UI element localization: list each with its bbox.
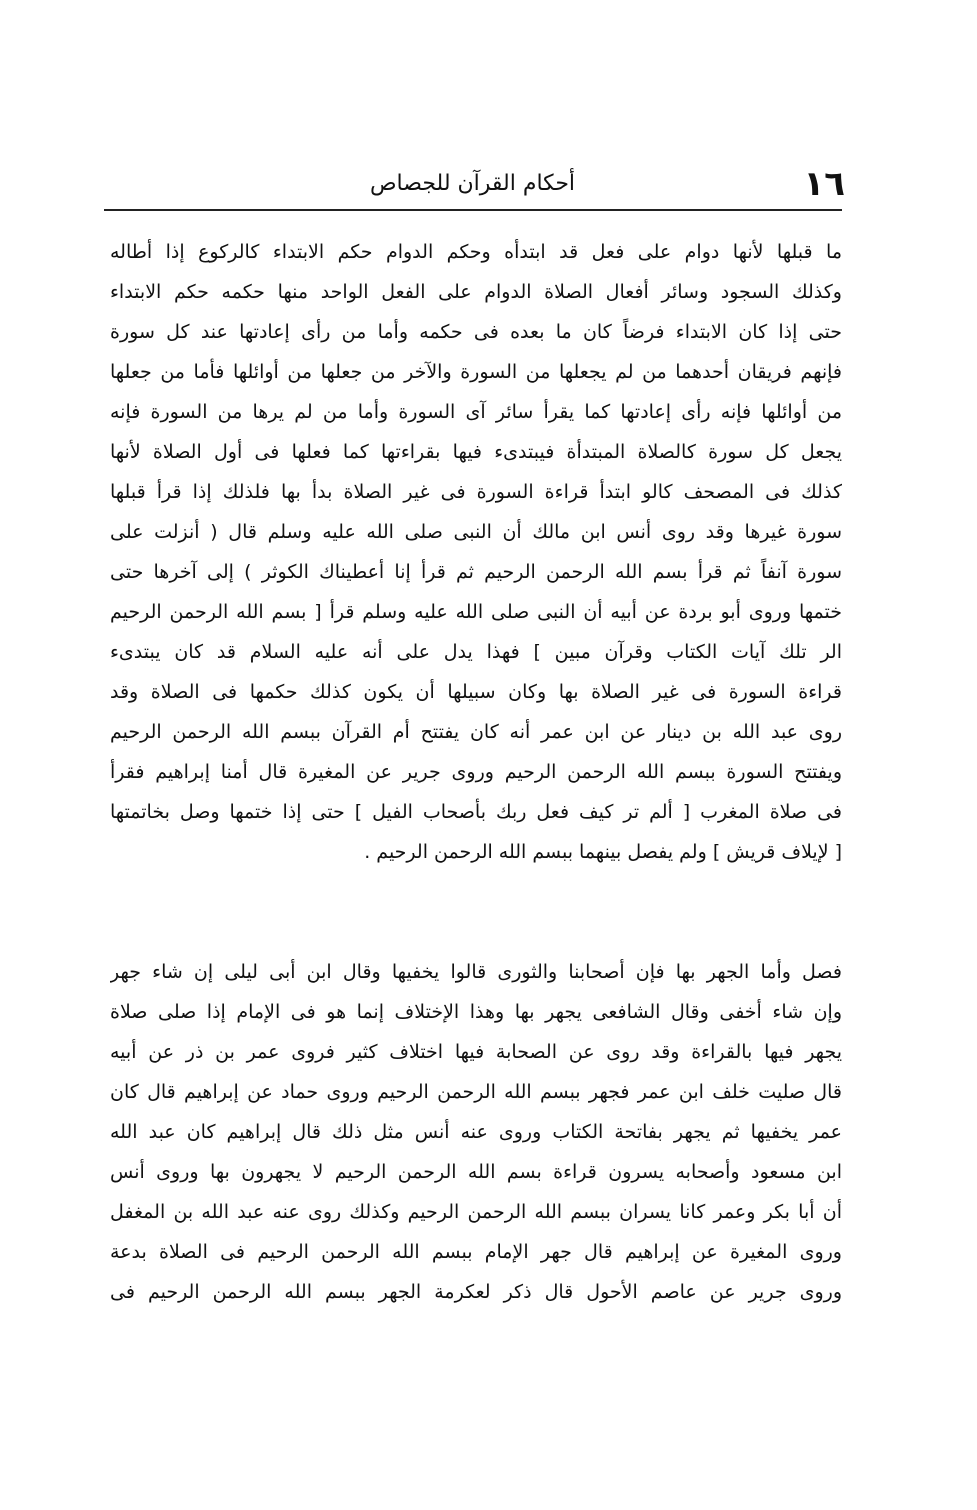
- text-line: كذلك فى المصحف كالو ابتدأ قراءة السورة فى غير الصلاة بدأ بها فلذلك إذا قرأ قبلها: [110, 481, 842, 503]
- text-line: ما قبلها لأنها دوام على فعل قد ابتدأه وحكم الدوام حكم الابتداء كالركوع إذا أطاله: [110, 241, 842, 263]
- text-line: أن أبا بكر وعمر كانا يسران ببسم الله الرحمن الرحيم وكذلك روى عنه عبد الله بن المغفل: [110, 1201, 842, 1223]
- text-line: يجعل كل سورة كالصلاة المبتدأة فيبتدىء فيها بقراءتها كما فعلها فى أول الصلاة لأنها: [110, 441, 842, 463]
- text-line: يجهر فيها بالقراءة وقد روى عن الصحابة فيها اختلاف كثير فروى عمر بن ذر عن أبيه: [110, 1041, 842, 1063]
- text-line: قراءة السورة فى غير الصلاة بها وكان سبيلها أن يكون كذلك حكمها فى الصلاة وقد: [110, 681, 842, 703]
- text-line: روى عبد الله بن دينار عن ابن عمر أنه كان يفتتح أم القرآن ببسم الله الرحمن الرحيم: [110, 721, 842, 743]
- text-line: وكذلك السجود وسائر أفعال الصلاة الدوام على الفعل الواحد منها حكمه حكم الابتداء: [110, 281, 842, 303]
- text-line: وروى جرير عن عاصم الأحول قال ذكر لعكرمة الجهر ببسم الله الرحمن الرحيم فى: [110, 1281, 842, 1303]
- text-line: قال صليت خلف ابن عمر فجهر ببسم الله الرحمن الرحيم وروى حماد عن إبراهيم قال كان: [110, 1081, 842, 1103]
- running-title: أحكام القرآن للجصاص: [369, 171, 576, 196]
- page-number: ١٦: [803, 164, 845, 204]
- text-line: عمر يخفيها ثم يجهر بفاتحة الكتاب وروى عنه أنس مثل ذلك قال إبراهيم كان عبد الله: [110, 1121, 842, 1143]
- paragraph-1: [110, 232, 842, 872]
- text-line: من أوائلها فإنه رأى إعادتها كما يقرأ سائر آى السورة وأما من لم يرها من السورة فإنه: [110, 401, 842, 423]
- text-line: [ لإيلاف قريش ] ولم يفصل بينهما ببسم الله الرحمن الرحيم .: [364, 841, 842, 863]
- text-line: حتى إذا كان الابتداء فرضاً كان ما بعده فى حكمه وأما من رأى إعادتها عند كل سورة: [110, 321, 842, 343]
- text-line: فى صلاة المغرب [ ألم تر كيف فعل ربك بأصحاب الفيل ] حتى إذا ختمها وصل بخاتمتها: [110, 801, 842, 823]
- text-line: وروى المغيرة عن إبراهيم قال جهر الإمام ببسم الله الرحمن الرحيم فى الصلاة بدعة: [110, 1241, 842, 1263]
- text-line: ختمها وروى أبو بردة عن أبيه أن النبى صلى الله عليه وسلم قرأ [ بسم الله الرحمن الرحيم: [110, 601, 842, 623]
- page-header: [100, 160, 845, 208]
- text-line: سورة غيرها وقد روى أنس ابن مالك أن النبى صلى الله عليه وسلم قال ( أنزلت على: [110, 521, 842, 543]
- paragraph-2: [110, 952, 842, 1312]
- text-line: فصل وأما الجهر بها فإن أصحابنا والثورى قالوا يخفيها وقال ابن أبى ليلى إن شاء جهر: [110, 961, 842, 983]
- text-line: وإن شاء أخفى وقال الشافعى يجهر بها وهذا الإختلاف إنما هو فى الإمام إذا صلى صلاة: [110, 1001, 842, 1023]
- header-divider: [104, 209, 842, 211]
- text-line: سورة آنفاً ثم قرأ بسم الله الرحمن الرحيم ثم قرأ إنا أعطيناك الكوثر ) إلى آخرها حتى: [110, 561, 842, 583]
- text-line: الر تلك آيات الكتاب وقرآن مبين ] فهذا يدل على أنه عليه السلام قد كان يبتدىء: [110, 641, 842, 663]
- text-line: فإنهم فريقان أحدهما من لم يجعلها من السورة والآخر من جعلها من أوائلها فأما من جعلها: [110, 361, 842, 383]
- text-line: ابن مسعود وأصحابه يسرون قراءة بسم الله الرحمن الرحيم لا يجهرون بها وروى أنس: [110, 1161, 842, 1183]
- text-line: ويفتتح السورة ببسم الله الرحمن الرحيم وروى جرير عن المغيرة قال أمنا إبراهيم فقرأ: [110, 761, 842, 783]
